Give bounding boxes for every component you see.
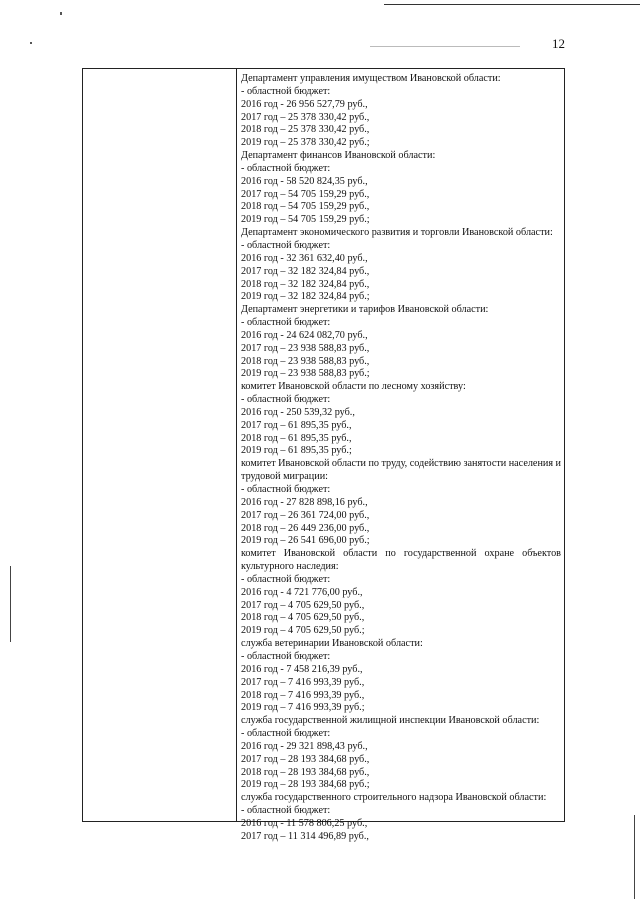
- text-line: 2017 год – 4 705 629,50 руб.,: [241, 599, 365, 611]
- text-line: - областной бюджет:: [241, 573, 331, 585]
- text-word: и: [555, 458, 561, 470]
- text-line: - областной бюджет:: [241, 85, 331, 97]
- text-line: 2016 год - 24 624 082,70 руб.,: [241, 329, 368, 341]
- text-word: Ивановской: [278, 458, 330, 470]
- text-line: Департамент финансов Ивановской области:: [241, 150, 436, 162]
- text-word: области: [331, 458, 366, 470]
- text-line: 2016 год - 250 539,32 руб.,: [241, 406, 355, 418]
- text-line: 2018 год – 25 378 330,42 руб.,: [241, 124, 370, 136]
- text-line: 2016 год - 4 721 776,00 руб.,: [241, 586, 363, 598]
- text-line: культурного наследия:: [241, 561, 339, 573]
- text-line: 2019 год – 32 182 324,84 руб.;: [241, 291, 370, 303]
- text-line: 2019 год – 25 378 330,42 руб.;: [241, 137, 370, 149]
- text-line: 2018 год – 26 449 236,00 руб.,: [241, 522, 370, 534]
- text-word: по: [368, 458, 379, 470]
- text-line: - областной бюджет:: [241, 317, 331, 329]
- text-line: 2019 год – 28 193 384,68 руб.;: [241, 779, 370, 791]
- text-line: 2016 год - 58 520 824,35 руб.,: [241, 175, 368, 187]
- scan-noise: [370, 46, 520, 47]
- text-line: 2018 год – 54 705 159,29 руб.,: [241, 201, 370, 213]
- text-word: содействию: [409, 458, 462, 470]
- scan-margin-mark: [634, 815, 635, 899]
- text-line: трудовой миграции:: [241, 471, 328, 483]
- text-line: 2016 год - 29 321 898,43 руб.,: [241, 740, 368, 752]
- text-line: 2017 год – 7 416 993,39 руб.,: [241, 676, 365, 688]
- text-line: 2019 год – 61 895,35 руб.;: [241, 445, 352, 457]
- text-line: 2018 год – 32 182 324,84 руб.,: [241, 278, 370, 290]
- text-line: [241, 548, 561, 561]
- text-line: 2017 год – 54 705 159,29 руб.,: [241, 188, 370, 200]
- text-line: 2016 год - 32 361 632,40 руб.,: [241, 252, 368, 264]
- text-line: - областной бюджет:: [241, 650, 331, 662]
- text-line: - областной бюджет:: [241, 394, 331, 406]
- budget-allocation-text: [241, 73, 561, 844]
- text-word: объектов: [522, 548, 561, 560]
- text-line: 2017 год – 61 895,35 руб.,: [241, 419, 352, 431]
- text-line: 2018 год – 28 193 384,68 руб.,: [241, 766, 370, 778]
- text-line: 2017 год – 26 361 724,00 руб.,: [241, 509, 370, 521]
- text-line: 2019 год – 7 416 993,39 руб.;: [241, 702, 365, 714]
- text-line: 2019 год – 26 541 696,00 руб.;: [241, 535, 370, 547]
- text-line: - областной бюджет:: [241, 484, 331, 495]
- scan-speck: [60, 12, 62, 15]
- text-line: 2017 год – 32 182 324,84 руб.,: [241, 265, 370, 277]
- text-word: труду,: [381, 458, 408, 470]
- text-line: - областной бюджет:: [241, 728, 331, 740]
- text-line: 2016 год - 26 956 527,79 руб.,: [241, 98, 368, 110]
- text-line: служба ветеринарии Ивановской области:: [241, 638, 423, 650]
- text-word: занятости: [463, 458, 507, 470]
- page-number: 12: [552, 36, 565, 51]
- text-line: Департамент экономического развития и торговли Ивановской области:: [241, 227, 553, 239]
- text-line: комитет Ивановской области по лесному хозяйству:: [241, 381, 466, 393]
- text-line: 2016 год - 7 458 216,39 руб.,: [241, 663, 363, 675]
- text-word: по: [385, 548, 396, 560]
- scan-speck: [30, 42, 32, 44]
- text-line: 2018 год – 61 895,35 руб.,: [241, 432, 352, 444]
- text-word: области: [343, 548, 378, 560]
- text-word: населения: [508, 458, 554, 470]
- scan-top-rule: [384, 4, 640, 5]
- text-line: 2019 год – 54 705 159,29 руб.;: [241, 214, 370, 226]
- text-line: служба государственного строительного надзора Ивановской области:: [241, 792, 547, 804]
- text-line: 2017 год – 25 378 330,42 руб.,: [241, 111, 370, 123]
- text-line: - областной бюджет:: [241, 805, 331, 817]
- table-column-divider: [236, 68, 237, 822]
- text-line: 2017 год – 23 938 588,83 руб.,: [241, 342, 370, 354]
- text-line: 2019 год – 4 705 629,50 руб.;: [241, 625, 365, 637]
- text-line: [241, 458, 561, 471]
- text-word: комитет: [241, 458, 276, 470]
- text-line: 2018 год – 23 938 588,83 руб.,: [241, 355, 370, 367]
- text-line: 2018 год – 7 416 993,39 руб.,: [241, 689, 365, 701]
- scan-margin-mark: [10, 566, 11, 642]
- text-word: государственной: [403, 548, 477, 560]
- text-line: 2018 год – 4 705 629,50 руб.,: [241, 612, 365, 624]
- text-word: комитет: [241, 548, 276, 560]
- text-line: Департамент управления имуществом Ивановской области:: [241, 73, 501, 84]
- text-line: - областной бюджет:: [241, 239, 331, 251]
- text-line: 2017 год – 28 193 384,68 руб.,: [241, 753, 370, 765]
- text-line: Департамент энергетики и тарифов Ивановской области:: [241, 304, 489, 316]
- text-word: охране: [484, 548, 515, 560]
- text-line: 2016 год - 27 828 898,16 руб.,: [241, 496, 368, 508]
- text-line: 2019 год – 23 938 588,83 руб.;: [241, 368, 370, 380]
- text-line: - областной бюджет:: [241, 162, 331, 174]
- text-word: Ивановской: [283, 548, 336, 560]
- text-line: 2017 год – 11 314 496,89 руб.,: [241, 830, 369, 842]
- text-line: служба государственной жилищной инспекции Ивановской области:: [241, 715, 540, 727]
- text-line: 2016 год - 11 578 806,25 руб.,: [241, 817, 368, 829]
